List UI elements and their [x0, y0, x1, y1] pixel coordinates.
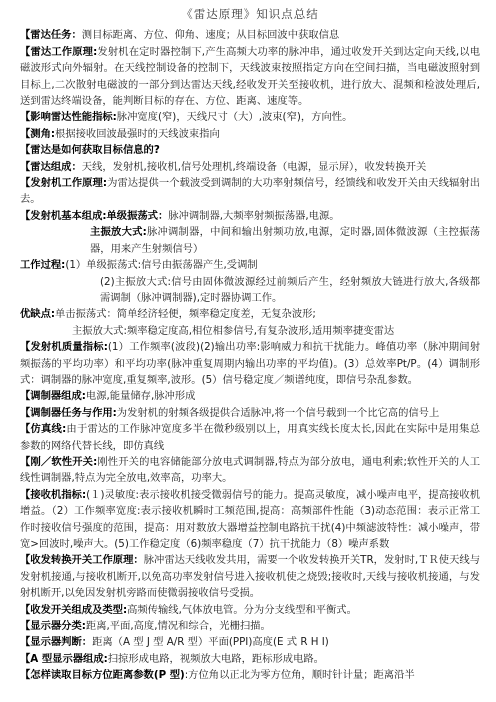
para-hard-soft-switch	[20, 454, 480, 487]
para-text: 脉冲宽度(窄)，天线尺寸（大）,波束(窄)，方向性。	[116, 111, 353, 124]
para-pros-cons-2	[20, 323, 480, 339]
para-text: 电源,能量储存,脉冲形成	[85, 390, 196, 403]
para-heading: 【发射机质量指标:	[20, 341, 108, 354]
para-text: 距离（A 型 J 型 A/R 型）平面(PPI)高度(E 式 R H I)	[92, 636, 329, 649]
para-radar-composition	[20, 159, 480, 175]
para-heading: 【发射机工作原理:	[20, 177, 108, 190]
para-info-acquire	[20, 142, 480, 158]
para-text: 高频传输线,气体放电管。分为分支线型和平衡式。	[127, 603, 357, 616]
para-display-categories	[20, 618, 480, 634]
para-modulator-composition	[20, 388, 480, 404]
para-text: 发射机在定时器控制下,产生高频大功率的脉冲串，通过收发开关到达定向天线,以电磁波形式向外辐射。在天线控制设备的控制下，天线波束按照指定方向在空间扫描，当电磁波照射到目标上,二次散射电磁波的一部分到达雷达天线,经收发开关至接收机，进行放大、混频和检波处理后,送到雷达终端设备，能判断目标的存在、方位、距离、速度等。	[20, 45, 480, 108]
para-heading: 主振放大式:	[90, 226, 147, 239]
para-text: 脉冲雷达天线收发共用，需要一个收发转换开关TR，发射时,ＴＲ使天线与发射机接通,与接收机断开,以免高功率发射信号进入接收机使之烧毁;接收时,天线与接收机接通，与发射机断开,以免因发射机旁路而使微弱接收信号受损。	[20, 554, 480, 600]
para-text: :方位角以正北为零方位角，顺时针计量；距离沿半	[184, 669, 415, 682]
para-text: 单击振荡式：简单经济轻便，频率稳定度差，无复杂波形;	[55, 308, 316, 321]
para-tr-switch-principle	[20, 552, 480, 601]
para-tr-switch-types	[20, 602, 480, 618]
para-radar-task	[20, 27, 480, 43]
para-simulation-line	[20, 421, 480, 454]
para-read-params	[20, 667, 480, 683]
para-text: (1）工作频率(波段)(2)输出功率:影响威力和抗干扰能力。峰值功率（脉冲期间射频振荡的平均功率）和平均功率(脉冲重复周期内输出功率的平均值)。(3）总效率Pt/P。(4）调制形式：调制器的脉冲宽度,重复频率,波形。(5）信号稳定度／频谱纯度，即信号杂乱参数。	[20, 341, 480, 386]
para-radar-principle	[20, 44, 480, 110]
para-text: 扫掠形成电路，视频放大电路，距标形成电路。	[107, 652, 324, 665]
para-transmitter-basic	[20, 208, 480, 224]
para-text: 天线，发射机,接收机,信号处理机,终端设备（电源，显示屏），收发转换开关	[81, 160, 427, 173]
para-heading: 优缺点:	[20, 308, 56, 321]
para-heading: 【显示器分类:	[20, 620, 86, 633]
para-receiver-index	[20, 487, 480, 553]
para-heading: 【接收机指标:	[20, 488, 87, 501]
para-display-judge	[20, 634, 480, 650]
para-text: 为发射机的射频各级提供合适脉冲,将一个信号载到一个比它高的信号上	[116, 406, 440, 419]
para-pros-cons	[20, 306, 480, 322]
para-heading: 【雷达工作原理:	[20, 45, 98, 58]
para-text: 刚性开关的电容储能部分放电式调制器,特点为部分放电，通电利索;软性开关的人工线性调制器,特点为完全放电,效率高，功率大。	[20, 455, 480, 485]
para-master-oscillator	[20, 224, 480, 257]
para-text: (1）单级振荡式:信号由振荡器产生,受调制	[65, 259, 258, 272]
para-heading: 【雷达是如何获取目标信息的?	[20, 144, 160, 157]
para-text: 为雷达提供一个载波受到调制的大功率射频信号，经馈线和收发开关由天线辐射出去。	[20, 177, 481, 206]
para-performance-index	[20, 109, 480, 125]
para-heading: 【收发开关组成及类型:	[20, 603, 128, 616]
para-heading: 【刚／软性开关:	[20, 455, 98, 468]
para-text: (１)灵敏度:表示接收机接受微弱信号的能力。提高灵敏度，减小噪声电平，提高接收机增益。（2）工作频率宽度:表示接收机瞬时工频范围,提高：高频部件性能（3)动态范围：表示正常工作时接收信号强度的范围，提高：用对数放大器增益控制电路抗干扰(4)中频滤波特性：减小噪声，带宽>回波时,噪声大。(5)工作稳定度（6)频率稳度（7）抗干扰能力（8）噪声系数	[20, 488, 480, 550]
para-heading: 【调制器组成:	[20, 390, 86, 403]
para-heading: 【雷达任务：	[20, 29, 82, 42]
para-text: 测目标距离、方位、仰角、速度；从目标回波中获取信息	[81, 29, 340, 42]
para-text: 脉冲调制器，中间和输出射频功放,电源，定时器,固体微波源（主控振荡器，用来产生射频信号）	[90, 226, 481, 255]
para-text: 根据接收回波最强时的天线波束指向	[55, 127, 220, 140]
para-work-process	[20, 257, 480, 273]
para-heading: 【调制器任务与作用:	[20, 406, 117, 419]
para-heading: 工作过程:	[20, 259, 66, 272]
para-heading: 【显示器判断：	[20, 636, 93, 649]
para-transmitter-quality	[20, 339, 480, 388]
para-text: (2)主振放大式:信号由固体微波源经过前频后产生，经射频放大链进行放大,各级都需调制（脉冲调制器),定时器协调工作。	[100, 275, 480, 304]
para-heading: 【收发转换开关工作原理：	[20, 554, 144, 567]
para-heading: 【测角:	[20, 127, 56, 140]
para-heading: 【影响雷达性能指标:	[20, 111, 117, 124]
para-modulator-task	[20, 405, 480, 421]
para-heading: 【发射机基本组成:单级振荡式：	[20, 209, 169, 222]
para-text: 由于雷达的工作脉冲宽度多半在微秒级别以上，用真实线长度太长,因此在实际中是用集总参数的网络代替长线，即仿真线	[20, 423, 480, 452]
para-heading: 【怎样读取目标方位距离参数(P 型)	[20, 669, 185, 682]
para-text: 主振放大式:频率稳定度高,相位相参信号,有复杂波形,适用频率捷变雷达	[72, 324, 395, 337]
para-heading: 【雷达组成：	[20, 160, 82, 173]
para-text: 距离,平面,高度,情况和综合，光栅扫描。	[85, 620, 271, 633]
page-title: 《雷达原理》知识点总结	[181, 7, 319, 21]
para-text: 脉冲调制器,大频率射频振荡器,电源。	[168, 209, 340, 222]
para-work-process-2	[20, 274, 480, 307]
para-heading: 【仿真线:	[20, 423, 67, 436]
para-a-display	[20, 651, 480, 667]
para-angle-measure	[20, 126, 480, 142]
para-heading: 【A 型显示器组成:	[20, 652, 108, 665]
para-transmitter-principle	[20, 175, 480, 208]
